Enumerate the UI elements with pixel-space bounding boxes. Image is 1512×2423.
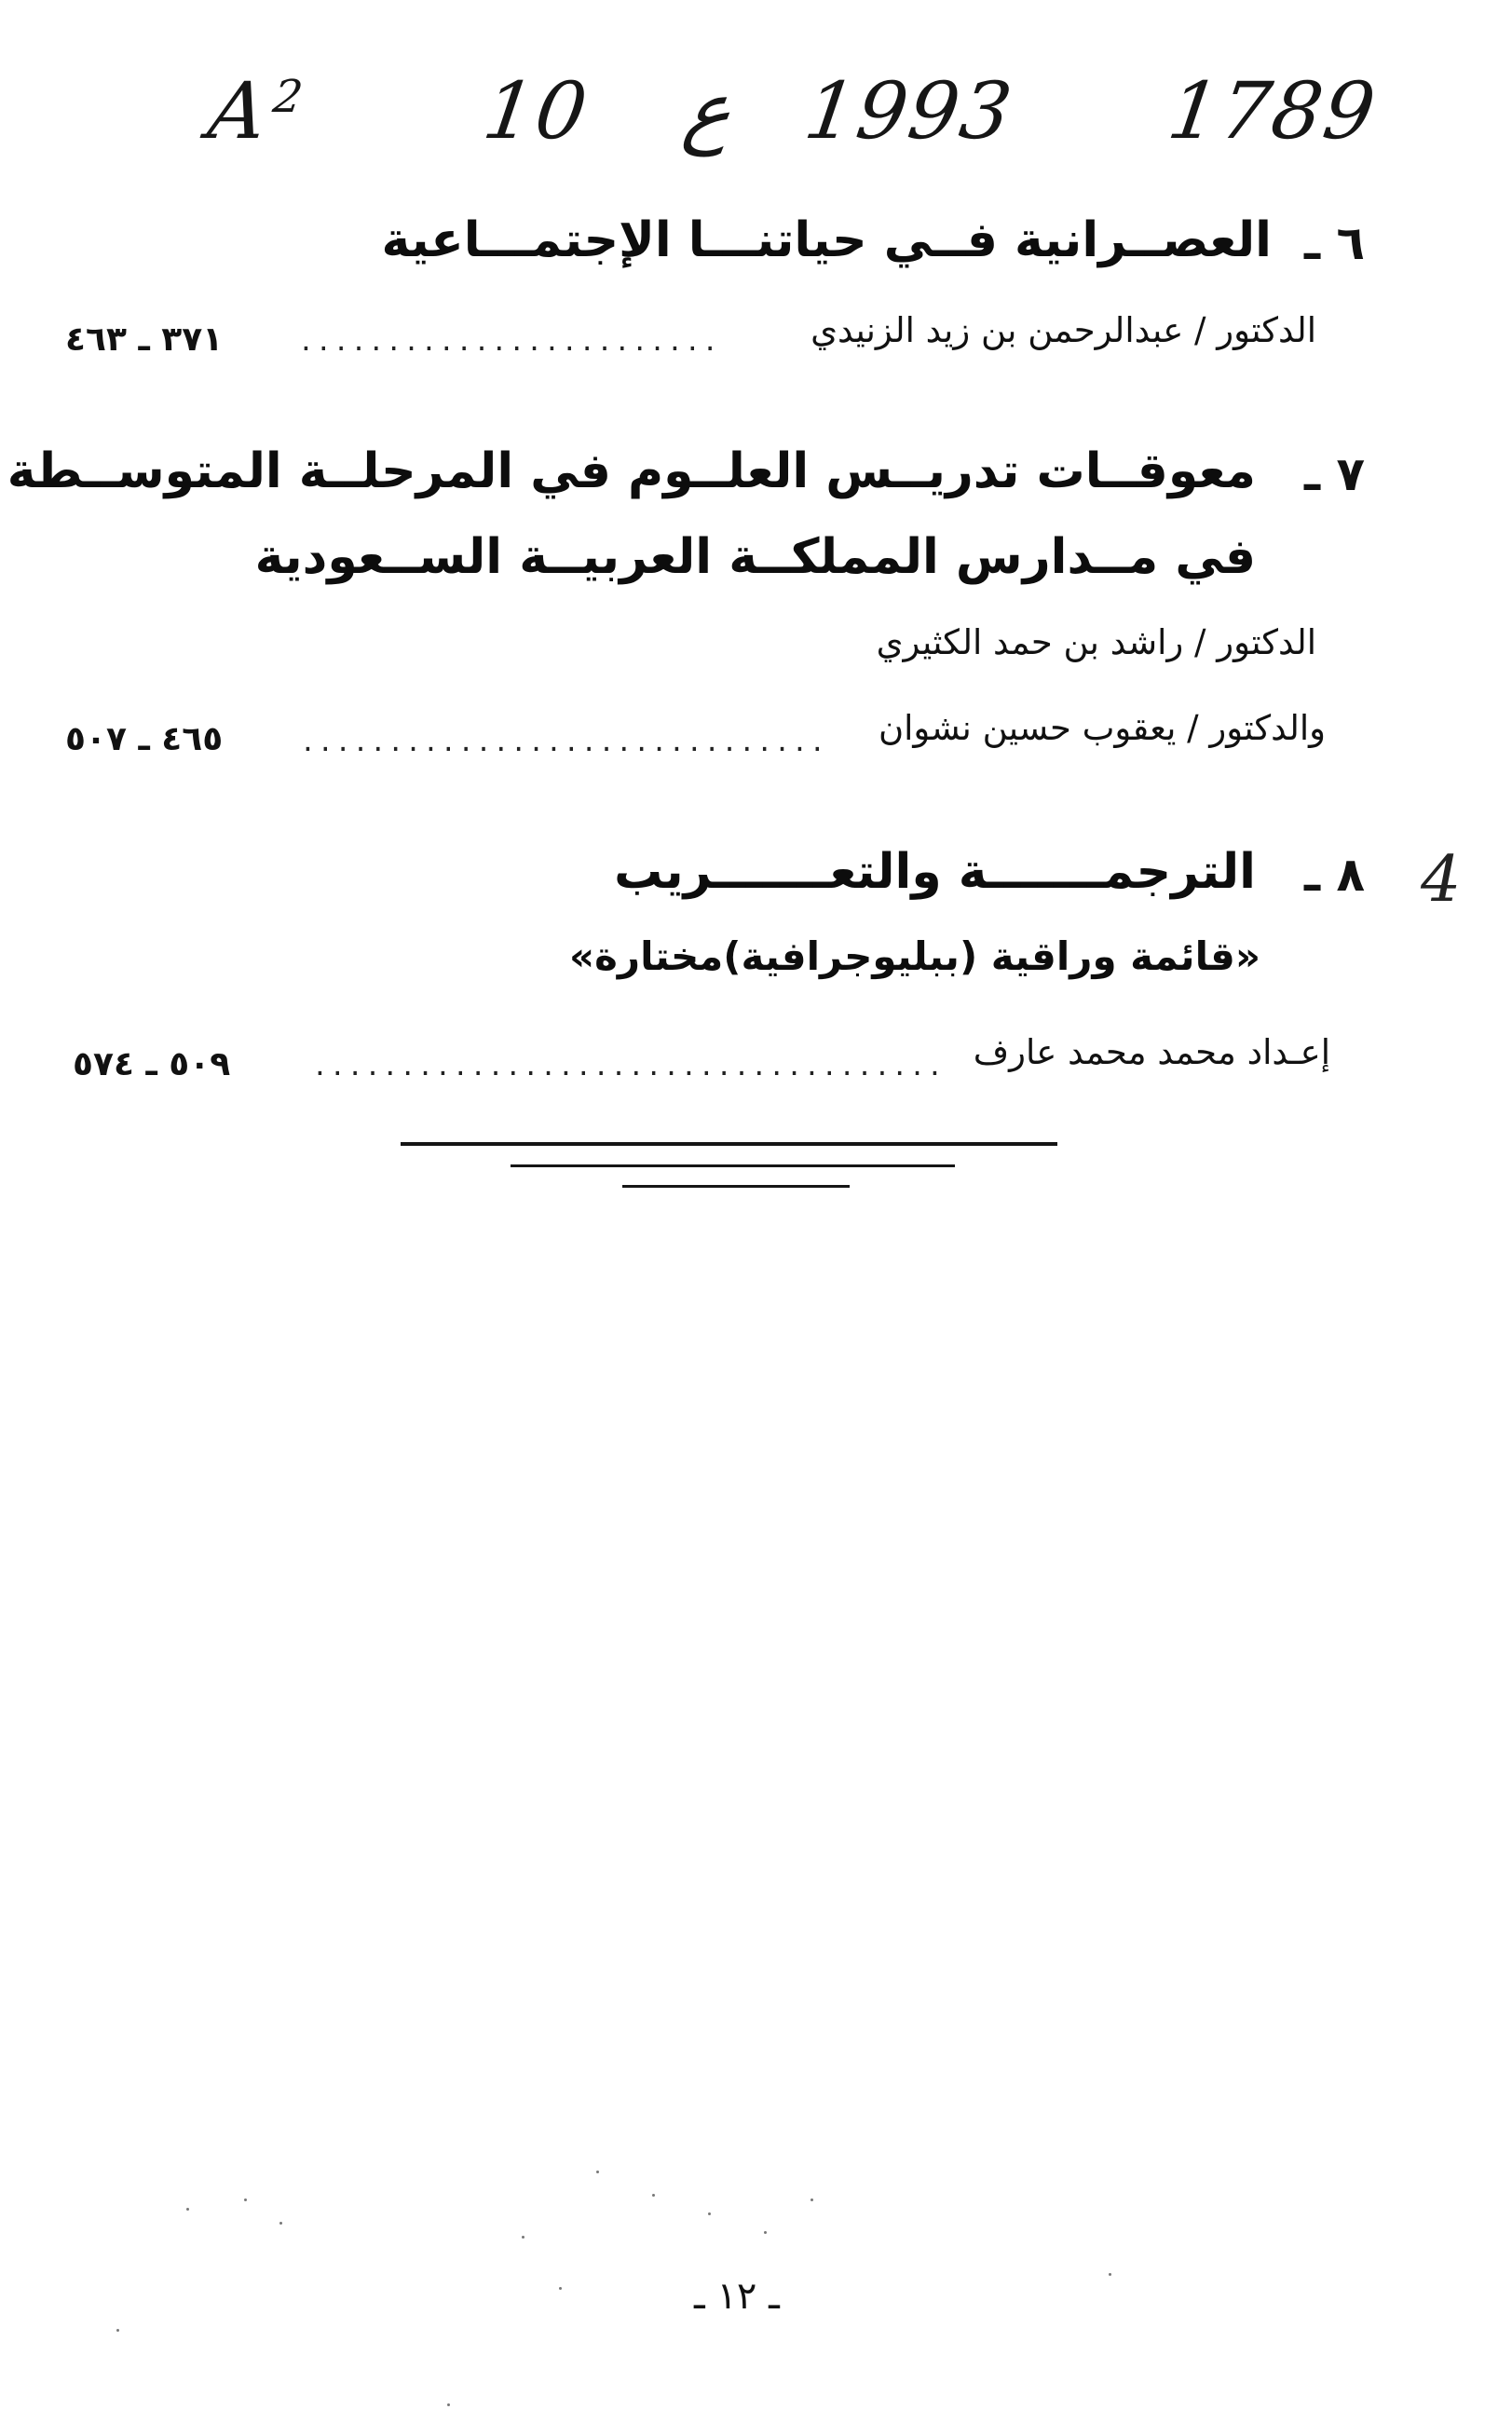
entry-6-number: ٦ ـ (1304, 216, 1366, 270)
entry-7-leader-dots: .............................. (300, 727, 827, 757)
entry-8-leader-dots: .................................... (312, 1051, 945, 1082)
handwritten-mark-a (203, 65, 308, 157)
entry-7-page-range: ٤٦٥ ـ ٥٠٧ (65, 720, 224, 758)
page-number: ـ ١٢ ـ (694, 2275, 780, 2318)
handwritten-mark-letter: ع (678, 65, 739, 157)
scan-speck (810, 2198, 813, 2201)
entry-8-subtitle: «قائمة وراقية (ببليوجرافية)مختارة» (569, 933, 1260, 979)
handwritten-mark-code: 1789 (1163, 65, 1383, 157)
scan-speck (652, 2194, 655, 2197)
entry-8-page-range: ٥٠٩ ـ ٥٧٤ (73, 1045, 231, 1083)
entry-7-author-1: الدكتور / راشد بن حمد الكثيري (876, 622, 1316, 662)
handwritten-margin-mark: 4 (1421, 843, 1462, 917)
entry-6-page-range: ٣٧١ ـ ٤٦٣ (65, 320, 224, 359)
scan-speck (279, 2222, 282, 2225)
entry-6-leader-dots: ........................ (298, 326, 720, 357)
closing-rule-long (401, 1142, 1057, 1146)
handwritten-a-letter: A (203, 65, 275, 157)
scan-speck (596, 2171, 599, 2173)
handwritten-a-superscript: 2 (269, 71, 308, 123)
scan-speck (244, 2198, 247, 2201)
entry-7-author-2: والدكتور / يعقوب حسين نشوان (878, 708, 1326, 748)
entry-6-author: الدكتور / عبدالرحمن بن زيد الزنيدي (810, 310, 1316, 350)
scan-speck (559, 2287, 562, 2290)
entry-8-title: الترجمـــــــة والتعـــــــريب (614, 844, 1256, 900)
entry-6-title: العصــرانية فــي حياتنـــا الإجتمـــاعية (381, 212, 1272, 268)
entry-8-number: ٨ ـ (1304, 848, 1366, 902)
scan-speck (1109, 2273, 1111, 2276)
scan-speck (522, 2236, 524, 2239)
scan-speck (447, 2403, 450, 2406)
handwritten-mark-year: 1993 (799, 65, 1019, 157)
scan-speck (116, 2329, 119, 2332)
scan-speck (764, 2231, 767, 2234)
handwritten-mark-number: 10 (478, 65, 594, 157)
closing-rule-short (622, 1185, 850, 1188)
scan-speck (186, 2208, 189, 2211)
entry-8-author: إعـداد محمد محمد عارف (973, 1032, 1330, 1072)
scan-speck (708, 2212, 711, 2215)
entry-7-number: ٧ ـ (1304, 447, 1366, 501)
entry-7-title-line-1: معوقــات تدريــس العلــوم في المرحلــة المتوســطة (7, 443, 1256, 499)
closing-rule-medium (511, 1164, 955, 1167)
entry-7-title-line-2: في مــدارس المملكــة العربيــة الســعودية (254, 529, 1256, 585)
